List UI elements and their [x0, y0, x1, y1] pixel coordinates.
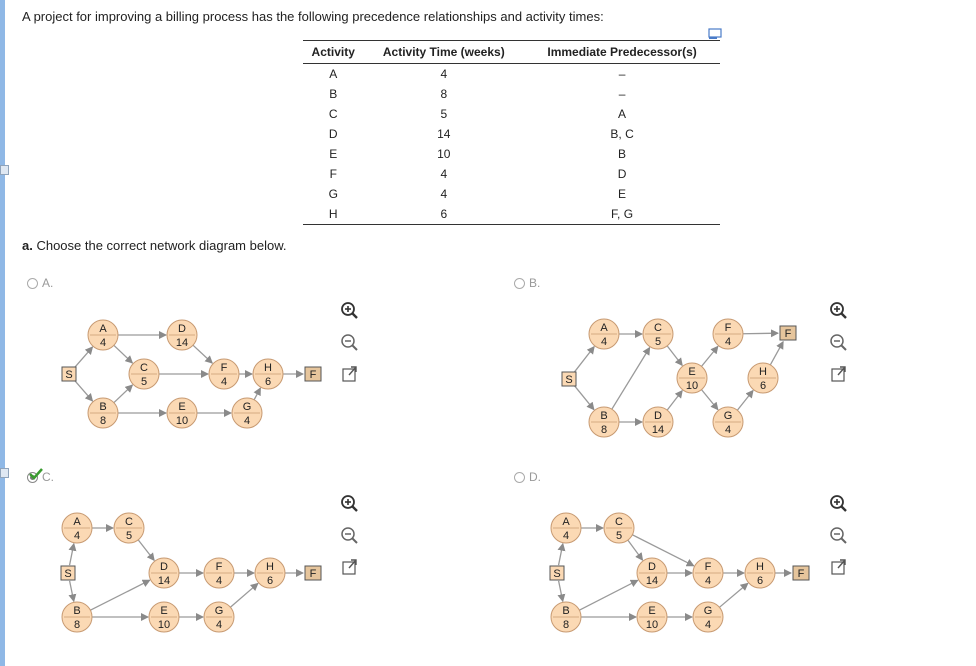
diagram-edge	[193, 345, 212, 363]
diagram-edge	[737, 391, 753, 411]
diagram-edge	[667, 346, 682, 365]
open-new-window-icon[interactable]	[340, 558, 362, 576]
activity-node-time: 8	[99, 415, 107, 427]
activity-node-name: D	[654, 410, 662, 422]
option-b-label: B.	[529, 276, 541, 290]
diagram-edge	[559, 581, 563, 601]
activity-node-name: B	[73, 605, 81, 617]
zoom-in-icon[interactable]	[829, 494, 851, 512]
activity-node-time: 4	[243, 415, 251, 427]
activity-node-time: 5	[125, 530, 133, 542]
finish-node-label: F	[309, 369, 317, 381]
activity-node-name: H	[264, 362, 272, 374]
cell-activity: C	[328, 107, 338, 121]
start-node-label: S	[64, 568, 72, 580]
cell-time: 14	[437, 127, 451, 141]
diagram-edge	[74, 380, 92, 401]
activity-node-name: C	[140, 362, 148, 374]
diagram-edge	[667, 391, 682, 410]
activity-node-time: 5	[654, 336, 662, 348]
option-d-label: D.	[529, 470, 541, 484]
cell-predecessor: –	[618, 67, 626, 81]
option-c-label: C.	[42, 470, 54, 484]
activity-node-time: 4	[724, 424, 732, 436]
zoom-out-icon[interactable]	[829, 333, 851, 351]
activity-node-name: D	[178, 323, 186, 335]
cell-predecessor: E	[618, 187, 627, 201]
part-a-label: a.	[22, 238, 33, 253]
activity-node-time: 5	[615, 530, 623, 542]
start-node-label: S	[65, 369, 73, 381]
cell-activity: G	[328, 187, 338, 201]
header-activity: Activity	[303, 41, 363, 64]
cell-activity: B	[329, 87, 338, 101]
activity-node-time: 8	[600, 424, 608, 436]
activity-node-time: 14	[645, 575, 659, 587]
activity-node-time: 4	[724, 336, 732, 348]
cell-predecessor: F, G	[524, 204, 720, 225]
activity-node-name: C	[654, 322, 662, 334]
open-new-window-icon[interactable]	[829, 558, 851, 576]
diagram-edge	[579, 580, 637, 610]
cell-activity: H	[303, 204, 363, 225]
activity-node-time: 6	[759, 380, 767, 392]
finish-node-label: F	[784, 328, 792, 340]
zoom-out-icon[interactable]	[829, 526, 851, 544]
activity-node-time: 8	[73, 619, 81, 631]
finish-node-label: F	[309, 568, 317, 580]
diagram-edge	[770, 342, 783, 365]
diagram-edge	[612, 348, 650, 410]
diagram-edge	[230, 583, 258, 607]
activity-node-time: 5	[140, 376, 148, 388]
diagram-edge	[74, 347, 92, 368]
cell-time: 8	[440, 87, 448, 101]
activity-node-time: 4	[215, 619, 223, 631]
activity-node-name: G	[214, 605, 224, 617]
activity-node-name: E	[648, 605, 656, 617]
diagram-edge	[70, 544, 74, 565]
start-node-label: S	[553, 568, 561, 580]
activity-node-name: C	[125, 516, 133, 528]
cell-time: 5	[440, 107, 448, 121]
diagram-edge	[574, 347, 594, 373]
activity-node-time: 10	[645, 619, 659, 631]
diagram-b-tools	[829, 301, 851, 397]
activity-node-time: 6	[756, 575, 764, 587]
diagram-edge	[254, 388, 260, 400]
activity-node-name: E	[688, 366, 696, 378]
diagram-edge	[632, 535, 693, 566]
zoom-in-icon[interactable]	[829, 301, 851, 319]
activity-node-name: B	[600, 410, 608, 422]
diagram-a-tools	[340, 301, 362, 397]
activity-node-time: 14	[651, 424, 665, 436]
open-new-window-icon[interactable]	[340, 365, 362, 383]
activity-node-time: 6	[264, 376, 272, 388]
diagram-edge	[90, 580, 149, 610]
activity-node-name: F	[215, 561, 223, 573]
cell-activity: F	[329, 167, 337, 181]
activity-node-name: G	[242, 401, 252, 413]
header-predecessors: Immediate Predecessor(s)	[524, 41, 720, 64]
cell-predecessor: B, C	[610, 127, 634, 141]
diagram-edge	[138, 540, 154, 561]
network-diagram-c	[61, 513, 321, 632]
cell-time: 10	[437, 147, 451, 161]
activity-node-name: A	[562, 516, 570, 528]
diagram-edge	[701, 346, 717, 366]
activity-node-name: D	[648, 561, 656, 573]
network-diagram-d	[550, 513, 809, 632]
diagram-edge	[574, 385, 594, 409]
activity-node-time: 4	[600, 336, 608, 348]
zoom-in-icon[interactable]	[340, 494, 362, 512]
zoom-out-icon[interactable]	[340, 526, 362, 544]
activity-node-time: 4	[99, 337, 107, 349]
activity-node-name: A	[73, 516, 81, 528]
activity-node-time: 10	[685, 380, 699, 392]
activity-node-name: G	[723, 410, 733, 422]
activity-node-name: E	[160, 605, 168, 617]
zoom-out-icon[interactable]	[340, 333, 362, 351]
network-diagram-b	[562, 319, 796, 437]
activity-node-time: 6	[266, 575, 274, 587]
diagram-edge	[70, 581, 74, 601]
activity-node-name: H	[759, 366, 767, 378]
activity-node-name: A	[99, 323, 107, 335]
activity-node-name: H	[756, 561, 764, 573]
diagram-edge	[114, 345, 133, 363]
cell-time: 4	[440, 187, 448, 201]
cell-predecessor: B	[618, 147, 627, 161]
question-text: A project for improving a billing process has the following precedence relationships and activity times:	[22, 9, 604, 24]
activity-node-name: G	[703, 605, 713, 617]
activity-node-name: C	[615, 516, 623, 528]
cell-predecessor: D	[617, 167, 627, 181]
diagram-edge	[701, 390, 717, 410]
activity-node-name: D	[160, 561, 168, 573]
cell-predecessor: –	[618, 87, 626, 101]
diagram-edge	[114, 385, 133, 403]
activity-node-time: 14	[175, 337, 189, 349]
cell-time: 6	[363, 204, 524, 225]
start-node-label: S	[565, 374, 573, 386]
activity-node-name: H	[266, 561, 274, 573]
cell-activity: E	[329, 147, 338, 161]
activity-node-time: 14	[157, 575, 171, 587]
part-a-text: Choose the correct network diagram below.	[32, 238, 287, 253]
diagram-d-tools	[829, 494, 851, 590]
open-new-window-icon[interactable]	[829, 365, 851, 383]
diagram-edge	[559, 544, 563, 565]
activity-node-time: 4	[220, 376, 228, 388]
finish-node-label: F	[797, 568, 805, 580]
cell-activity: D	[328, 127, 338, 141]
cell-time: 4	[440, 167, 448, 181]
activity-node-time: 4	[704, 619, 712, 631]
activity-node-time: 4	[73, 530, 81, 542]
activity-node-name: A	[600, 322, 608, 334]
activity-node-time: 4	[562, 530, 570, 542]
activity-node-time: 4	[704, 575, 712, 587]
activity-node-name: B	[562, 605, 570, 617]
diagram-c-tools	[340, 494, 362, 590]
diagram-edge	[743, 333, 778, 334]
activity-node-name: E	[178, 401, 186, 413]
activity-node-name: F	[220, 362, 228, 374]
header-activity-time: Activity Time (weeks)	[363, 41, 524, 64]
cell-time: 4	[440, 67, 448, 81]
activity-node-name: F	[724, 322, 732, 334]
diagram-edge	[628, 540, 643, 560]
cell-activity: A	[329, 67, 338, 81]
activity-node-time: 10	[157, 619, 171, 631]
activity-node-time: 10	[175, 415, 189, 427]
network-diagram-a	[62, 320, 321, 428]
activity-node-name: B	[99, 401, 107, 413]
activity-node-name: F	[704, 561, 712, 573]
cell-predecessor: A	[618, 107, 627, 121]
activity-node-time: 8	[562, 619, 570, 631]
activity-node-time: 4	[215, 575, 223, 587]
option-a-label: A.	[42, 276, 54, 290]
zoom-in-icon[interactable]	[340, 301, 362, 319]
diagram-edge	[719, 583, 747, 607]
